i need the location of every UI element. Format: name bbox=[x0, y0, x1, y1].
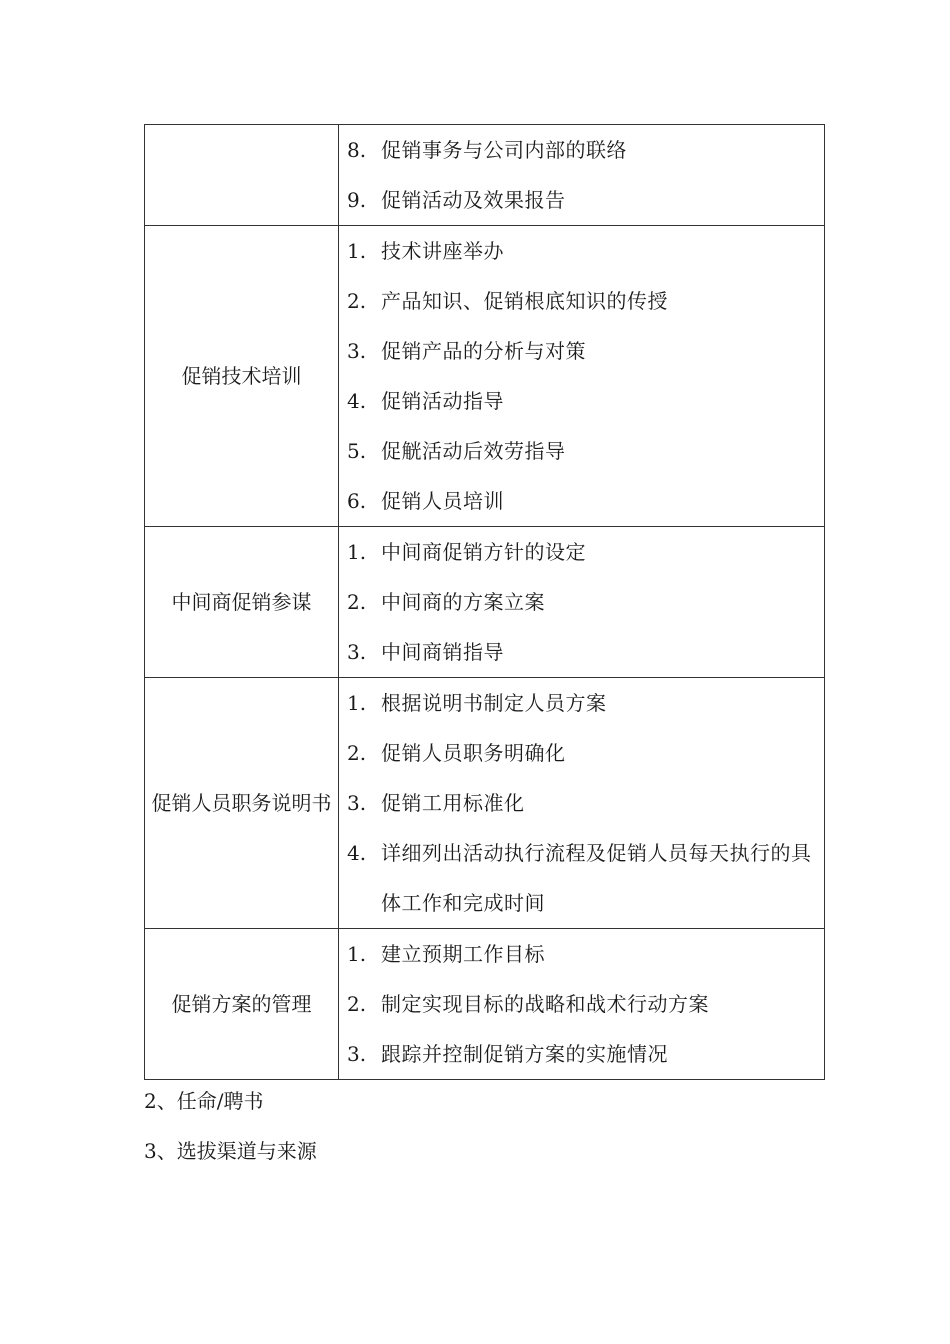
item-number: 2. bbox=[347, 590, 367, 614]
item-number: 1. bbox=[347, 942, 367, 966]
row-items-cell bbox=[339, 226, 825, 527]
item-text: 促销事务与公司内部的联络 bbox=[381, 138, 627, 162]
item-number: 3. bbox=[347, 791, 367, 815]
item-text: 中间商促销方针的设定 bbox=[381, 540, 586, 564]
list-item bbox=[339, 276, 824, 326]
item-number: 2. bbox=[347, 741, 367, 765]
row-label-cell: 中间商促销参谋 bbox=[145, 527, 339, 678]
list-item bbox=[339, 778, 824, 828]
list-item bbox=[339, 226, 824, 276]
list-item bbox=[339, 476, 824, 526]
list-item bbox=[339, 1029, 824, 1079]
item-text: 促销产品的分析与对策 bbox=[381, 339, 586, 363]
item-text: 产品知识、促销根底知识的传授 bbox=[381, 289, 668, 313]
item-number: 6. bbox=[347, 489, 367, 513]
item-number: 2. bbox=[347, 992, 367, 1016]
item-text: 中间商销指导 bbox=[381, 640, 504, 664]
row-items-cell bbox=[339, 678, 825, 929]
list-item bbox=[339, 175, 824, 225]
item-text: 技术讲座举办 bbox=[381, 239, 504, 263]
list-item bbox=[339, 678, 824, 728]
row-label-cell: 促销方案的管理 bbox=[145, 929, 339, 1080]
row-label-cell: 促销人员职务说明书 bbox=[145, 678, 339, 929]
item-number: 1. bbox=[347, 540, 367, 564]
table-row bbox=[145, 527, 825, 678]
list-item bbox=[339, 828, 824, 928]
list-item bbox=[339, 326, 824, 376]
item-number: 8. bbox=[347, 138, 367, 162]
list-item bbox=[339, 527, 824, 577]
item-text: 促销活动及效果报告 bbox=[381, 188, 566, 212]
item-text: 详细列出活动执行流程及促销人员每天执行的具体工作和完成时间 bbox=[381, 841, 812, 915]
list-item bbox=[339, 125, 824, 175]
table-row bbox=[145, 125, 825, 226]
item-number: 1. bbox=[347, 691, 367, 715]
item-text: 建立预期工作目标 bbox=[381, 942, 545, 966]
table-row bbox=[145, 226, 825, 527]
section-heading-selection-channels: 3、选拔渠道与来源 bbox=[144, 1139, 317, 1163]
table-row bbox=[145, 678, 825, 929]
item-text: 根据说明书制定人员方案 bbox=[381, 691, 607, 715]
duty-table bbox=[144, 124, 825, 1080]
section-heading-appointment: 2、任命/聘书 bbox=[144, 1089, 264, 1113]
item-text: 跟踪并控制促销方案的实施情况 bbox=[381, 1042, 668, 1066]
item-number: 3. bbox=[347, 339, 367, 363]
item-number: 3. bbox=[347, 1042, 367, 1066]
item-text: 促销人员培训 bbox=[381, 489, 504, 513]
item-number: 2. bbox=[347, 289, 367, 313]
item-number: 3. bbox=[347, 640, 367, 664]
item-number: 4. bbox=[347, 389, 367, 413]
list-item bbox=[339, 929, 824, 979]
list-item bbox=[339, 426, 824, 476]
item-number: 1. bbox=[347, 239, 367, 263]
row-items-cell bbox=[339, 527, 825, 678]
item-text: 促觥活动后效劳指导 bbox=[381, 439, 566, 463]
list-item bbox=[339, 376, 824, 426]
list-item bbox=[339, 979, 824, 1029]
item-number: 9. bbox=[347, 188, 367, 212]
item-number: 5. bbox=[347, 439, 367, 463]
item-text: 促销人员职务明确化 bbox=[381, 741, 566, 765]
item-number: 4. bbox=[347, 841, 367, 865]
list-item bbox=[339, 577, 824, 627]
row-label-cell: 促销技术培训 bbox=[145, 226, 339, 527]
row-items-cell bbox=[339, 125, 825, 226]
list-item bbox=[339, 728, 824, 778]
table-row bbox=[145, 929, 825, 1080]
item-text: 制定实现目标的战略和战术行动方案 bbox=[381, 992, 709, 1016]
item-text: 促销工用标准化 bbox=[381, 791, 525, 815]
row-label-cell bbox=[145, 125, 339, 226]
list-item bbox=[339, 627, 824, 677]
item-text: 促销活动指导 bbox=[381, 389, 504, 413]
row-items-cell bbox=[339, 929, 825, 1080]
item-text: 中间商的方案立案 bbox=[381, 590, 545, 614]
